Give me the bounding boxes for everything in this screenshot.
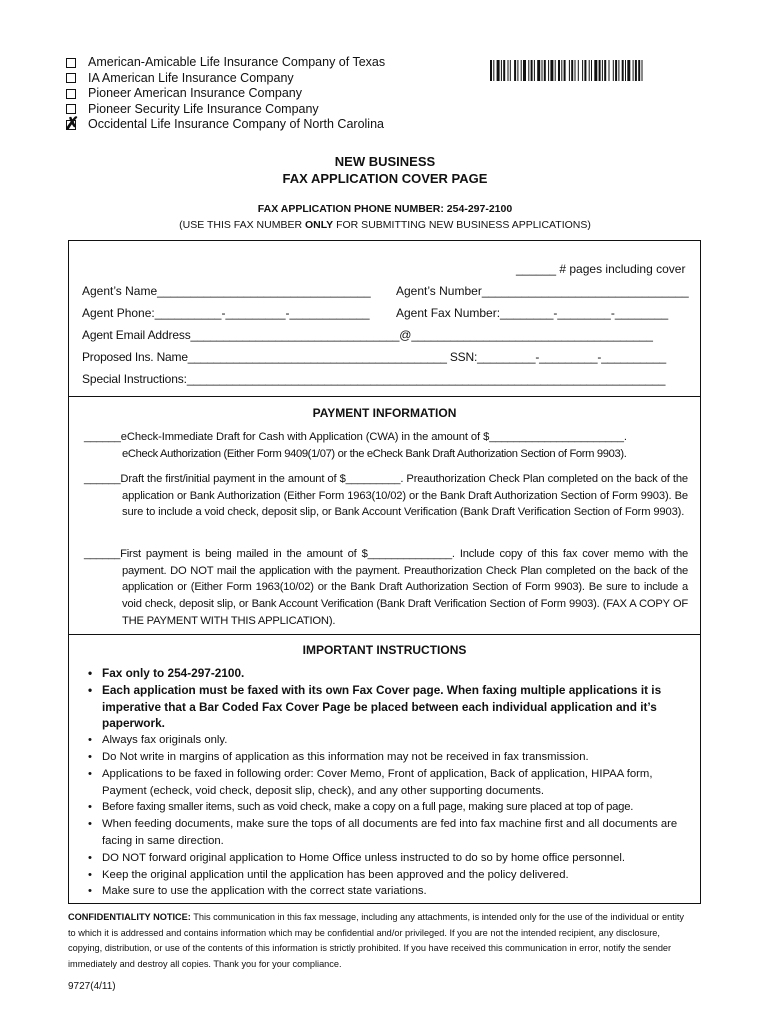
proposed-ins-name-field[interactable]: Proposed Ins. Name________________________________________ SSN:_________-_________-__________ bbox=[82, 350, 666, 364]
draft-payment-option[interactable]: ______Draft the first/initial payment in the amount of $_________. Preauthorization Check Plan completed on the back of the application or Bank Authorization (Either Form 1963(10/02) or the Bank Draft Authorization Section of Form 9903). Be sure to include a void check, deposit slip, or Bank Account Verification (Bank Draft Verification Section of Form 9903). bbox=[84, 473, 688, 519]
fax-usage-note: (USE THIS FAX NUMBER ONLY FOR SUBMITTING NEW BUSINESS APPLICATIONS) bbox=[179, 219, 591, 231]
company-label: American-Amicable Life Insurance Company of Texas bbox=[88, 55, 386, 69]
divider bbox=[68, 396, 701, 397]
company-label: Pioneer Security Life Insurance Company bbox=[88, 101, 319, 116]
fax-phone-line: FAX APPLICATION PHONE NUMBER: 254-297-2100 bbox=[257, 203, 513, 215]
agent-fax-field[interactable]: Agent Fax Number:________-________-________ bbox=[396, 306, 669, 320]
title-fax-cover-page: FAX APPLICATION COVER PAGE bbox=[282, 171, 488, 186]
agent-email-field[interactable]: Agent Email Address________________________________@_____________________________________ bbox=[82, 328, 653, 342]
instruction-item: • Keep the original application until the application has been approved and the policy delivered. bbox=[88, 867, 688, 884]
company-label: IA American Life Insurance Company bbox=[88, 70, 294, 85]
payment-information-heading: PAYMENT INFORMATION bbox=[312, 406, 457, 420]
instructions-list bbox=[88, 665, 688, 900]
title-new-business: NEW BUSINESS bbox=[334, 154, 436, 169]
barcode-image bbox=[490, 60, 700, 81]
company-option-pioneer-security[interactable] bbox=[66, 102, 385, 118]
pages-including-cover-field[interactable]: ______ # pages including cover bbox=[516, 262, 686, 276]
confidentiality-notice: CONFIDENTIALITY NOTICE: This communication in this fax message, including any attachments, is intended only for the use of the individual or entity to which it is addressed and contains information which may be confidential and/or privileged. If you are not the intended recipient, any disclosure, copying, distribution, or use of the contents of this information is strictly prohibited. If you have received this communication in error, notify the sender immediately and destroy all copies. Thank you for your compliance. bbox=[68, 912, 685, 969]
company-option-american-amicable[interactable] bbox=[66, 55, 385, 71]
company-label: Pioneer American Insurance Company bbox=[88, 86, 303, 100]
mailed-payment-option[interactable]: ______First payment is being mailed in the amount of $______________. Include copy of this fax cover memo with the payment. DO NOT mail the application with the payment. Preauthorization Check Plan completed on the back of the application or (Either Form 1963(10/02) or the Bank Draft Authorization Section of Form 9903). Be sure to include a void check, deposit slip, or Bank Account Verification (Bank Draft Verification Section of Form 9903). (FAX A COPY OF THE PAYMENT WITH THIS APPLICATION). bbox=[84, 548, 688, 627]
instruction-item: • Each application must be faxed with its own Fax Cover page. When faxing multiple applications it is imperative that a Bar Coded Fax Cover Page be placed between each individual application and it’s paperwork. bbox=[88, 682, 688, 732]
instruction-item: • Always fax originals only. bbox=[88, 732, 688, 749]
agents-number-field[interactable]: Agent’s Number_______________________________ bbox=[396, 284, 689, 298]
important-instructions-heading: IMPORTANT INSTRUCTIONS bbox=[302, 643, 467, 657]
checkbox[interactable] bbox=[66, 89, 76, 99]
instruction-item: • Before faxing smaller items, such as void check, make a copy on a full page, making sure placed at top of page. bbox=[88, 799, 688, 816]
checkbox[interactable] bbox=[66, 73, 76, 83]
company-option-pioneer-american[interactable] bbox=[66, 86, 385, 102]
form-code: 9727(4/11) bbox=[68, 981, 116, 992]
instruction-item: • When feeding documents, make sure the tops of all documents are fed into fax machine first and all documents are facing in same direction. bbox=[88, 816, 688, 850]
instruction-item: • Do Not write in margins of application as this information may not be received in fax transmission. bbox=[88, 749, 688, 766]
instruction-item: • Make sure to use the application with the correct state variations. bbox=[88, 883, 688, 900]
divider bbox=[68, 634, 701, 635]
company-option-ia-american[interactable] bbox=[66, 71, 385, 87]
company-option-occidental[interactable] bbox=[66, 117, 385, 133]
checkbox-checked[interactable] bbox=[66, 120, 76, 130]
echeck-option[interactable]: ______eCheck-Immediate Draft for Cash with Application (CWA) in the amount of $______________________. eCheck Authorization (Either Form 9409(1/07) or the eCheck Bank Draft Authorization Section of Form 9903). bbox=[84, 431, 627, 460]
checkbox[interactable] bbox=[66, 104, 76, 114]
checkbox[interactable] bbox=[66, 58, 76, 68]
instruction-item: • DO NOT forward original application to Home Office unless instructed to do so by home office personnel. bbox=[88, 850, 688, 867]
company-label: Occidental Life Insurance Company of North Carolina bbox=[88, 117, 384, 131]
agents-name-field[interactable]: Agent’s Name________________________________ bbox=[82, 284, 371, 298]
instruction-item: • Applications to be faxed in following order: Cover Memo, Front of application, Back of application, HIPAA form, Payment (echeck, void check, deposit slip, check), and any other supporting documents. bbox=[88, 766, 688, 800]
company-checklist bbox=[66, 55, 385, 133]
agent-phone-field[interactable]: Agent Phone:__________-_________-____________ bbox=[82, 306, 370, 320]
instruction-item: • Fax only to 254-297-2100. bbox=[88, 665, 688, 682]
special-instructions-field[interactable]: Special Instructions:_________________________________________________________________________ bbox=[82, 372, 666, 386]
